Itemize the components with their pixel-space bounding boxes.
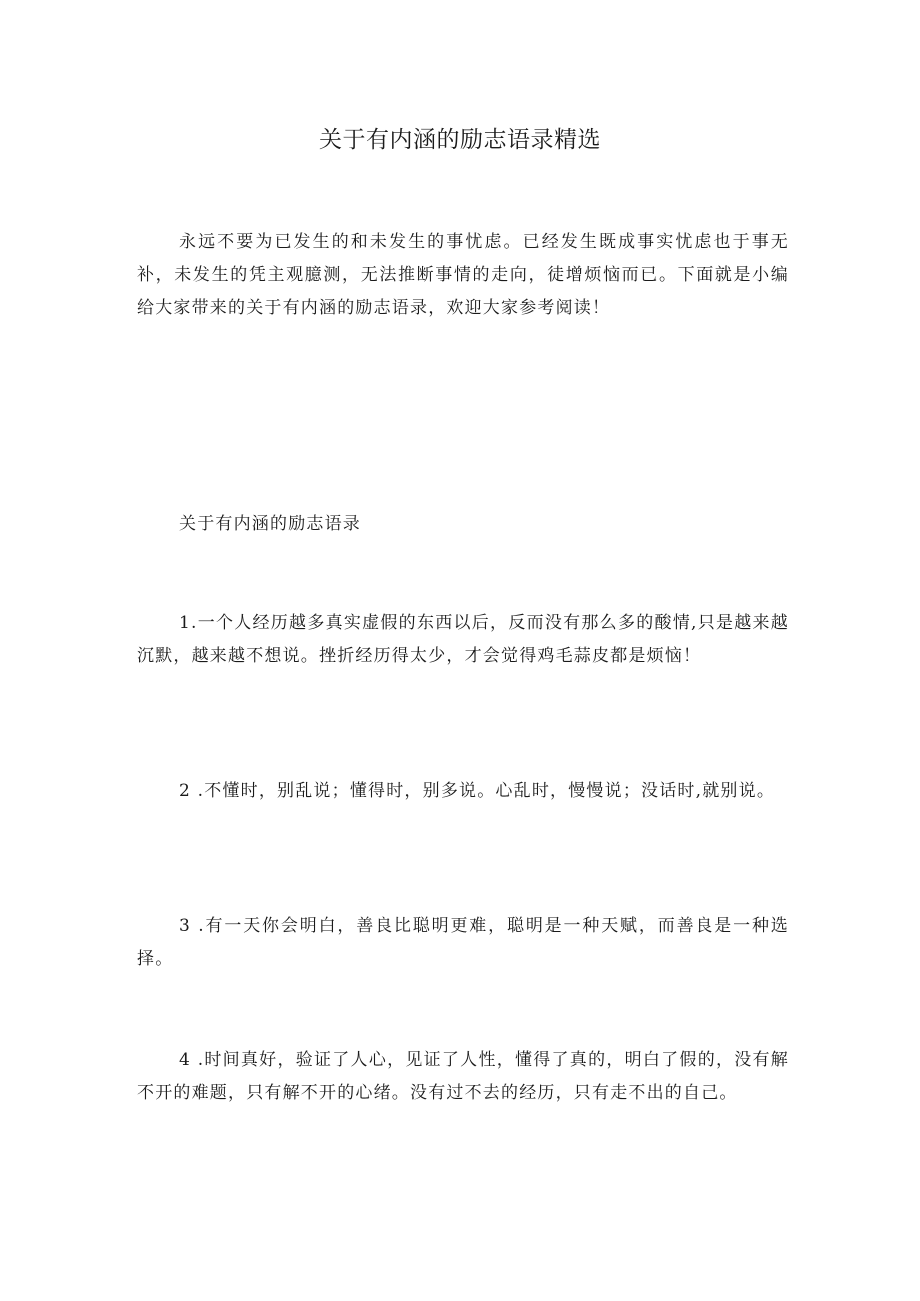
quote-paragraph-3: 3 .有一天你会明白，善良比聪明更难，聪明是一种天赋，而善良是一种选择。 (137, 916, 789, 969)
section-heading: 关于有内涵的励志语录 (179, 514, 361, 534)
document-title: 关于有内涵的励志语录精选 (319, 127, 601, 153)
intro-paragraph: 永远不要为已发生的和未发生的事忧虑。已经发生既成事实忧虑也于事无补，未发生的凭主观臆测，无法推断事情的走向，徒增烦恼而已。下面就是小编给大家带来的关于有内涵的励志语录，欢迎大家参考阅读！ (137, 232, 789, 318)
quote-paragraph-2: 2 .不懂时，别乱说；懂得时，别多说。心乱时，慢慢说；没话时,就别说。 (179, 781, 776, 801)
quote-paragraph-4: 4 .时间真好，验证了人心，见证了人性，懂得了真的，明白了假的，没有解不开的难题，只有解不开的心绪。没有过不去的经历，只有走不出的自己。 (137, 1050, 789, 1103)
quote-paragraph-1: 1.一个人经历越多真实虚假的东西以后，反而没有那么多的酸情,只是越来越沉默，越来越不想说。挫折经历得太少，才会觉得鸡毛蒜皮都是烦恼！ (137, 613, 789, 666)
